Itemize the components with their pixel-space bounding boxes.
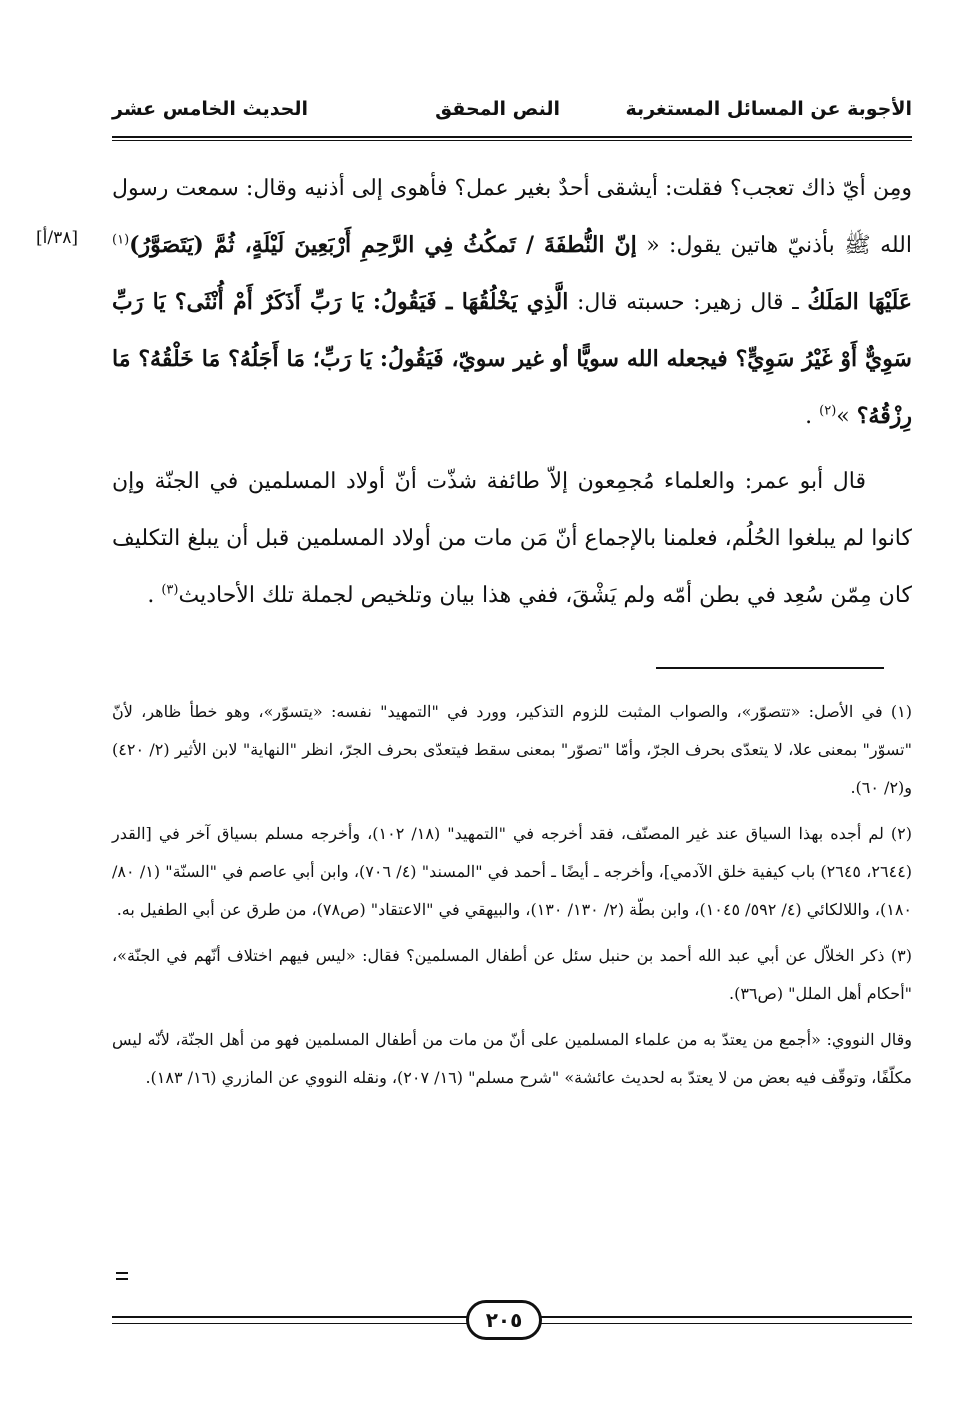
- header-rule-thin: [112, 140, 912, 141]
- footnote-1: (١) في الأصل: «تتصوّر»، والصواب المثبت للزوم التذكير، وورد في "التمهيد" نفسه: «يتسوّر»، وهو خطأ ظاهر، لأنّ "تسوّر" بمعنى علا، لا يتعدّى بحرف الجرّ، وأمّا "تصوّر" بمعنى سقط فيتعدّى بحرف الجرّ، انظر "النهاية" لابن الأثير (٢/ ٤٢٠) و(٢/ ٦٠).: [112, 702, 912, 797]
- footnote-3: (٣) ذكر الخلاّل عن أبي عبد الله أحمد بن حنبل سئل عن أطفال المسلمين؟ فقال: «ليس فيهم اختلاف أنّهم في الجنّة»، "أحكام أهل الملل" (ص٣٦).: [112, 946, 912, 1003]
- hadith-quote-part-1: إنّ النُّطفَةَ / تَمكُثُ فِي الرَّحِمِ أَرْبَعِينَ لَيْلَةٍ، ثُمَّ (يَتَصَوَّرُ): [129, 232, 637, 258]
- footnote-separator: [656, 667, 884, 669]
- paragraph-end: .: [805, 404, 813, 429]
- narrator-aside: ـ قال زهير: حسبته قال:: [577, 290, 799, 315]
- header-book-title: الأجوبة عن المسائل المستغربة: [625, 98, 912, 120]
- continuation-mark: [116, 1272, 128, 1280]
- header-chapter-title: الحديث الخامس عشر: [112, 98, 309, 120]
- footnote-ref-2[interactable]: (٢): [819, 403, 837, 419]
- hadith-quote-part-2: عَلَيْهَا المَلَكُ: [807, 289, 913, 315]
- paragraph-hadith: [112, 160, 912, 445]
- main-text: [112, 160, 912, 624]
- header-section-title: النص المحقق: [435, 98, 560, 120]
- paragraph-commentary: [112, 453, 912, 624]
- page-number: ٢٠٥: [466, 1300, 542, 1340]
- commentary-text: قال أبو عمر: والعلماء مُجمِعون إلاّ طائفة شذّت أنّ أولاد المسلمين في الجنّة وإن كانوا لم يبلغوا الحُلُم، فعلمنا بالإجماع أنّ مَن مات من أولاد المسلمين قبل أن يبلغ التكليف كان مِمّن سُعِد في بطن أمّه ولم يَشْقَ، ففي هذا بيان وتلخيص لجملة تلك الأحاديث: [112, 469, 912, 608]
- quote-close: »: [836, 404, 850, 429]
- manuscript-folio-marker: [٣٨/أ]: [36, 228, 78, 248]
- footnote-ref-1[interactable]: (١): [112, 232, 130, 248]
- hadith-quote-part-3: الَّذِي يَخْلُقُهَا ـ فَيَقُولُ: يَا رَبِّ أَذَكَرٌ أَمْ أُنْثَى؟ يَا رَبِّ سَوِيٌّ أَوْ غَيْرُ سَوِيٍّ؟ فيجعله الله سويًّا أو غير سويّ، فَيَقُولُ: يَا رَبِّ؛ مَا أَجَلُهُ؟ مَا خَلْقُهُ؟ مَا رِزْقُهُ؟: [112, 289, 912, 429]
- running-header: [112, 92, 912, 132]
- footnote-2: (٢) لم أجده بهذا السياق عند غير المصنّف، فقد أخرجه في "التمهيد" (١٨/ ١٠٢)، وأخرجه مسلم بسياق آخر في [القدر (٢٦٤٤، ٢٦٤٥) باب كيفية خلق الآدمي]، وأخرجه ـ أيضًا ـ أحمد في "المسند" (٤/ ٧٠٦)، وابن أبي عاصم في "السنّة" (١/ ٨٠/ ١٨٠)، واللالكائي (٤/ ٥٩٢/ ١٠٤٥)، وابن بطّة (٢/ ١٣٠/ ١٣٠)، والبيهقي في "الاعتقاد" (ص٧٨)، من طرق عن أبي الطفيل به.: [112, 824, 913, 919]
- footnotes: [112, 693, 912, 1105]
- footnote-3-continuation: وقال النووي: «أجمع من يعتدّ به من علماء المسلمين على أنّ من مات من أطفال المسلمين فهو من أهل الجنّة، لأنّه ليس مكلّفًا، وتوقّف فيه بعض من لا يعتدّ به لحديث عائشة» "شرح مسلم" (١٦/ ٢٠٧)، ونقله النووي عن المازري (١٦/ ١٨٣).: [112, 1030, 913, 1087]
- hadith-intro: ومِن أيّ ذاك تعجب؟ فقلت: أيشقى أحدٌ بغير عمل؟ فأهوى إلى أذنيه وقال: سمعت رسول الله ﷺ بأذنيّ هاتين يقول: «: [112, 176, 912, 258]
- paragraph-end: .: [147, 583, 155, 608]
- header-rule: [112, 136, 912, 138]
- footnote-ref-3[interactable]: (٣): [161, 582, 179, 598]
